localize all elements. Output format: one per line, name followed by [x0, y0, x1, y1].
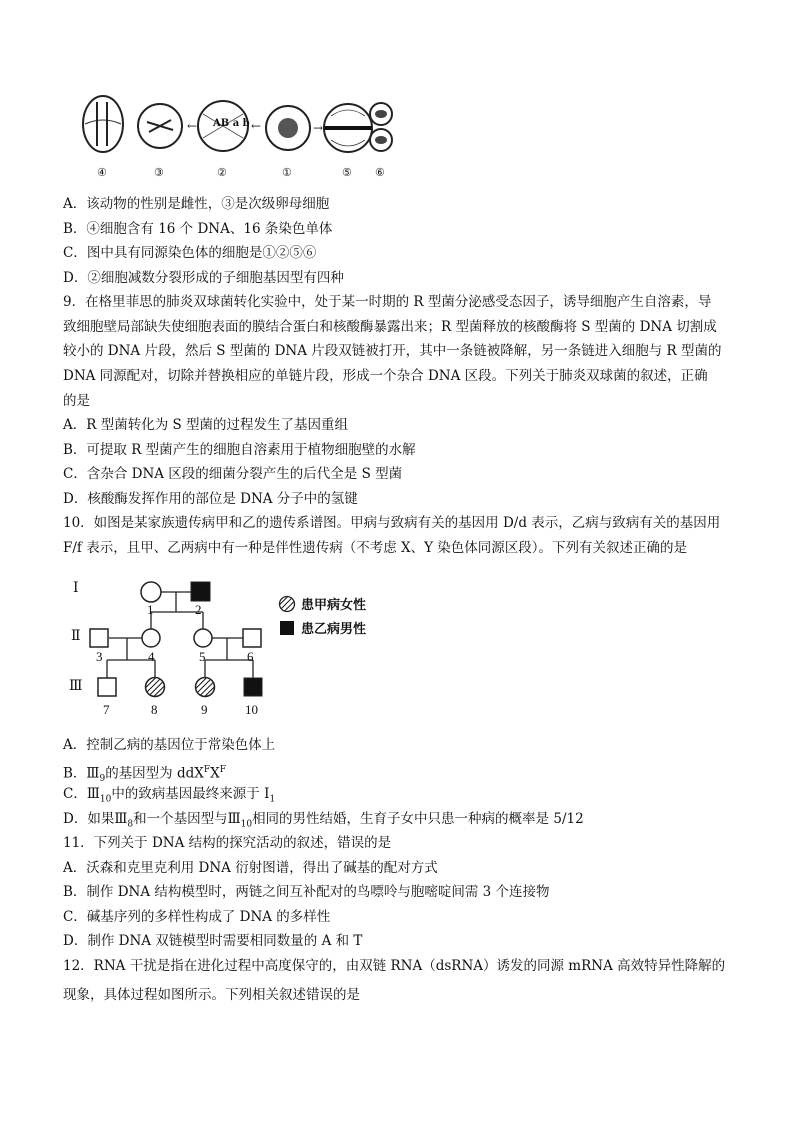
legend-affected-female-a — [280, 597, 295, 612]
cell-2 — [198, 101, 250, 151]
q10-stem-line-1: 10．如图是某家族遗传病甲和乙的遗传系谱图。甲病与致病有关的基因用 D/d 表示，乙病与致病有关的基因用 — [63, 515, 721, 531]
individual-I2 — [191, 582, 210, 601]
legend-label-b: 患乙病男性 — [301, 622, 367, 637]
id-10: 10 — [245, 702, 258, 717]
svg-text:→: → — [313, 121, 324, 135]
q10-option-a: A．控制乙病的基因位于常染色体上 — [63, 737, 276, 753]
svg-text:←: ← — [187, 119, 198, 133]
label-4: ④ — [97, 166, 107, 179]
generation-2-label: Ⅱ — [71, 628, 81, 644]
generation-1-label: Ⅰ — [73, 580, 79, 596]
q9-option-a: A．R 型菌转化为 S 型菌的过程发生了基因重组 — [63, 417, 349, 433]
q10-option-c: C．$Ⅲ_{10}$中的致病基因最终来源于 $Ⅰ_1$ — [63, 786, 276, 805]
individual-II5 — [194, 629, 212, 647]
pedigree-chart — [63, 566, 393, 726]
q11-stem: 11．下列关于 DNA 结构的探究活动的叙述，错误的是 — [63, 835, 392, 851]
q8-option-b: B．④细胞含有 16 个 DNA、16 条染色单体 — [63, 221, 333, 237]
id-8: 8 — [151, 702, 158, 717]
individual-II3 — [90, 629, 108, 647]
q9-option-c: C．含杂合 DNA 区段的细菌分裂产生的后代全是 S 型菌 — [63, 466, 403, 482]
id-5: 5 — [199, 649, 206, 664]
cell-4 — [83, 96, 123, 152]
individual-II6 — [243, 629, 261, 647]
label-1: ① — [282, 166, 292, 179]
individual-II4 — [142, 629, 160, 647]
q8-option-d: D．②细胞减数分裂形成的子细胞基因型有四种 — [63, 270, 344, 286]
q9-stem-line-4: DNA 同源配对，切除并替换相应的单链片段，形成一个杂合 DNA 区段。下列关于肺炎双球菌的叙述，正确 — [63, 368, 708, 384]
id-7: 7 — [103, 702, 110, 717]
q11-option-d: D．制作 DNA 双链模型时需要相同数量的 A 和 T — [63, 933, 363, 949]
q8-option-a: A．该动物的性别是雌性，③是次级卵母细胞 — [63, 196, 330, 212]
id-1: 1 — [147, 602, 154, 617]
cell-division-figure — [63, 86, 393, 186]
id-9: 9 — [201, 702, 208, 717]
q9-option-d: D．核酸酶发挥作用的部位是 DNA 分子中的氢键 — [63, 491, 358, 507]
individual-III9 — [196, 678, 215, 697]
q9-stem-line-1: 9．在格里菲思的肺炎双球菌转化实验中，处于某一时期的 R 型菌分泌感受态因子，诱导细胞产生自溶素，导 — [63, 294, 712, 310]
legend-affected-male-b — [280, 621, 294, 635]
individual-III7 — [98, 678, 116, 696]
legend-label-a: 患甲病女性 — [301, 598, 367, 613]
q10-stem-line-2: F/f 表示，且甲、乙两病中有一种是伴性遗传病（不考虑 X、Y 染色体同源区段）。下列有关叙述正确的是 — [63, 540, 688, 556]
label-5: ⑤ — [342, 166, 352, 179]
q10-option-b: B．$Ⅲ_9$的基因型为 $ddX^FX^F$ — [63, 765, 226, 785]
q9-stem-line-5: 的是 — [63, 393, 90, 409]
q11-option-a: A．沃森和克里克利用 DNA 衍射图谱，得出了碱基的配对方式 — [63, 860, 438, 876]
id-2: 2 — [195, 602, 202, 617]
q11-option-c: C．碱基序列的多样性构成了 DNA 的多样性 — [63, 909, 331, 925]
q9-stem-line-2: 致细胞壁局部缺失使细胞表面的膜结合蛋白和核酸酶暴露出来；R 型菌释放的核酸酶将 S 型菌的 DNA 切割成 — [63, 319, 717, 335]
q12-stem-line-1: 12．RNA 干扰是指在进化过程中高度保守的，由双链 RNA（dsRNA）诱发的同源 mRNA 高效特异性降解的 — [63, 958, 726, 974]
id-6: 6 — [247, 649, 254, 664]
individual-III8 — [146, 678, 165, 697]
individual-I1 — [141, 582, 161, 602]
label-3: ③ — [154, 166, 164, 179]
cell-6 — [370, 103, 392, 151]
cell-3 — [138, 104, 182, 148]
cell-5 — [324, 104, 372, 152]
q9-option-b: B．可提取 R 型菌产生的细胞自溶素用于植物细胞壁的水解 — [63, 442, 416, 458]
svg-text:←: ← — [251, 119, 262, 133]
id-3: 3 — [96, 649, 103, 664]
label-2: ② — [217, 166, 227, 179]
generation-3-label: Ⅲ — [69, 678, 83, 694]
id-4: 4 — [148, 649, 155, 664]
q11-option-b: B．制作 DNA 结构模型时，两链之间互补配对的鸟嘌呤与胞嘧啶间需 3 个连接物 — [63, 884, 550, 900]
q10-option-d: D．如果$Ⅲ_8$和一个基因型与$Ⅲ_{10}$相同的男性结婚，生育子女中只患一种病的概率是 5/12 — [63, 811, 584, 830]
label-6: ⑥ — [375, 166, 385, 179]
q12-stem-line-2: 现象，具体过程如图所示。下列相关叙述错误的是 — [63, 987, 360, 1003]
individual-III10 — [244, 678, 262, 696]
cell-1 — [266, 106, 310, 150]
q8-option-c: C．图中具有同源染色体的细胞是①②⑤⑥ — [63, 245, 317, 261]
cell-2-genes: AB a b — [213, 118, 250, 129]
q9-stem-line-3: 较小的 DNA 片段，然后 S 型菌的 DNA 片段双链被打开，其中一条链被降解，另一条链进入细胞与 R 型菌的 — [63, 343, 722, 359]
